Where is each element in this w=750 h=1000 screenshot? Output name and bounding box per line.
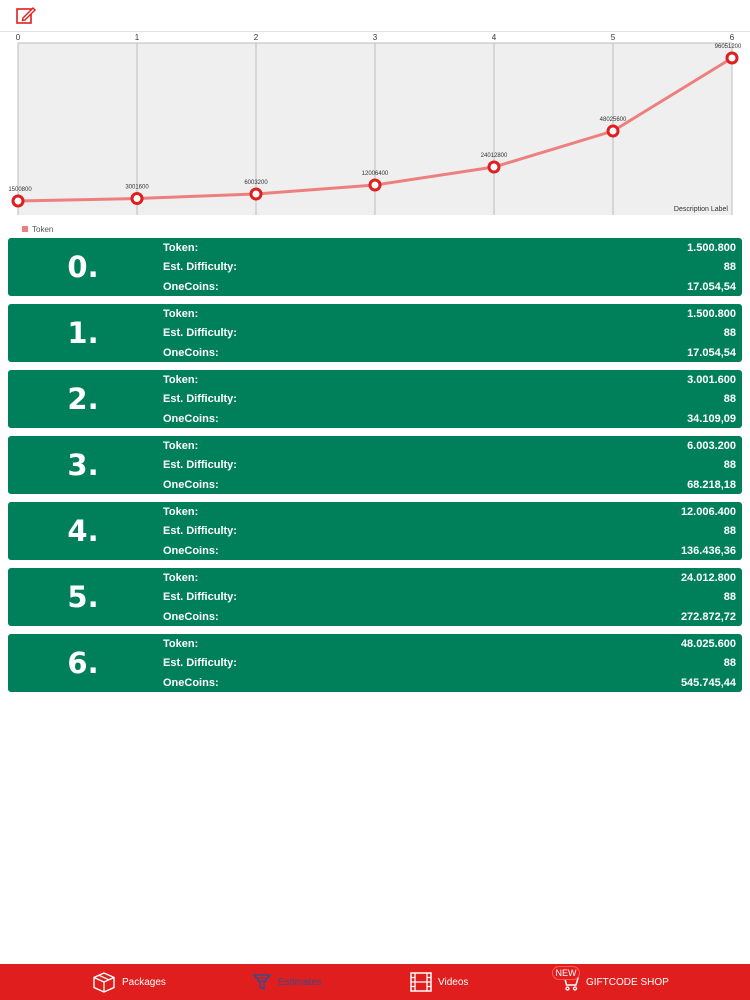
- data-label: 48025600: [599, 117, 627, 123]
- coins-row: [163, 475, 736, 495]
- tab-estimates[interactable]: [252, 964, 322, 1000]
- difficulty-label: Est. Difficulty:: [163, 591, 237, 604]
- estimates-list: [8, 238, 742, 700]
- coins-row: [163, 541, 736, 561]
- difficulty-value: 88: [723, 525, 736, 538]
- x-tick-label: 4: [491, 33, 497, 42]
- token-row: [163, 634, 736, 654]
- token-row: [163, 238, 736, 258]
- estimate-details: [163, 634, 736, 692]
- data-point: [251, 189, 261, 199]
- estimate-index: 3.: [67, 448, 99, 482]
- difficulty-value: 88: [723, 327, 736, 340]
- coins-label: OneCoins:: [163, 676, 219, 689]
- x-tick-label: 1: [134, 33, 140, 42]
- data-label: 96051200: [714, 44, 742, 50]
- estimate-card: [8, 634, 742, 692]
- coins-label: OneCoins:: [163, 610, 219, 623]
- tab-estimates-label: Estimates: [278, 976, 322, 988]
- data-point: [370, 180, 380, 190]
- estimate-details: [163, 436, 736, 494]
- token-label: Token:: [163, 439, 199, 452]
- data-point: [489, 162, 499, 172]
- data-label: 3001600: [125, 184, 149, 191]
- coins-value: 34.109,09: [687, 412, 736, 425]
- difficulty-row: [163, 258, 736, 278]
- coins-value: 68.218,18: [687, 478, 736, 491]
- edit-icon[interactable]: [14, 5, 38, 27]
- package-box-icon: [92, 971, 116, 993]
- estimate-index: 5.: [67, 580, 99, 614]
- data-point: [13, 196, 23, 206]
- bottom-tab-bar: [0, 964, 750, 1000]
- token-value: 12.006.400: [680, 505, 736, 518]
- estimate-index: 0.: [67, 250, 99, 284]
- estimate-index: 6.: [67, 646, 99, 680]
- token-value: 24.012.800: [680, 571, 736, 584]
- tab-packages-label: Packages: [122, 976, 166, 988]
- token-line-chart: [0, 33, 750, 233]
- difficulty-row: [163, 456, 736, 476]
- funnel-icon: [252, 972, 272, 992]
- token-row: [163, 502, 736, 522]
- coins-row: [163, 607, 736, 627]
- estimate-index: 4.: [67, 514, 99, 548]
- coins-label: OneCoins:: [163, 280, 219, 293]
- difficulty-row: [163, 324, 736, 344]
- estimate-details: [163, 370, 736, 428]
- token-value: 48.025.600: [680, 637, 736, 650]
- difficulty-label: Est. Difficulty:: [163, 459, 237, 472]
- token-label: Token:: [163, 307, 199, 320]
- coins-value: 17.054,54: [687, 280, 736, 293]
- data-point: [132, 194, 142, 204]
- token-label: Token:: [163, 571, 199, 584]
- difficulty-value: 88: [723, 393, 736, 406]
- difficulty-row: [163, 588, 736, 608]
- token-row: [163, 370, 736, 390]
- difficulty-row: [163, 522, 736, 542]
- x-tick-label: 2: [253, 33, 259, 42]
- data-label: 24012800: [480, 153, 508, 159]
- token-row: [163, 436, 736, 456]
- difficulty-value: 88: [723, 459, 736, 472]
- token-value: 1.500.800: [687, 307, 736, 320]
- estimate-details: [163, 304, 736, 362]
- token-value: 6.003.200: [687, 439, 736, 452]
- film-icon: [410, 972, 432, 992]
- estimate-card: [8, 370, 742, 428]
- coins-value: 545.745,44: [680, 676, 736, 689]
- new-badge: NEW: [552, 966, 580, 980]
- difficulty-label: Est. Difficulty:: [163, 525, 237, 538]
- estimate-details: [163, 238, 736, 296]
- estimate-card: [8, 238, 742, 296]
- coins-label: OneCoins:: [163, 478, 219, 491]
- token-label: Token:: [163, 637, 199, 650]
- coins-label: OneCoins:: [163, 544, 219, 557]
- coins-value: 272.872,72: [680, 610, 736, 623]
- token-value: 1.500.800: [687, 241, 736, 254]
- difficulty-row: [163, 390, 736, 410]
- coins-row: [163, 343, 736, 363]
- token-label: Token:: [163, 241, 199, 254]
- data-point: [608, 126, 618, 136]
- difficulty-label: Est. Difficulty:: [163, 327, 237, 340]
- coins-row: [163, 673, 736, 693]
- difficulty-label: Est. Difficulty:: [163, 657, 237, 670]
- estimate-details: [163, 568, 736, 626]
- tab-videos-label: Videos: [438, 976, 469, 988]
- x-tick-label: 6: [729, 33, 735, 42]
- description-label: Description Label: [673, 206, 728, 213]
- difficulty-label: Est. Difficulty:: [163, 261, 237, 274]
- difficulty-value: 88: [723, 657, 736, 670]
- coins-value: 136.436,36: [680, 544, 736, 557]
- coins-row: [163, 409, 736, 429]
- estimate-card: [8, 436, 742, 494]
- data-label: 12006400: [361, 171, 389, 177]
- estimate-card: [8, 568, 742, 626]
- estimate-index: 2.: [67, 382, 99, 416]
- chart-legend: [22, 224, 53, 234]
- token-label: Token:: [163, 505, 199, 518]
- tab-packages[interactable]: [92, 964, 166, 1000]
- estimate-index: 1.: [67, 316, 99, 350]
- tab-videos[interactable]: [410, 964, 468, 1000]
- x-tick-label: 0: [15, 33, 21, 42]
- difficulty-value: 88: [723, 261, 736, 274]
- legend-swatch: [22, 226, 28, 232]
- top-bar: [0, 0, 750, 32]
- legend-label: Token: [32, 224, 54, 234]
- coins-label: OneCoins:: [163, 412, 219, 425]
- difficulty-label: Est. Difficulty:: [163, 393, 237, 406]
- token-value: 3.001.600: [687, 373, 736, 386]
- data-label: 6003200: [244, 180, 268, 186]
- token-row: [163, 304, 736, 324]
- difficulty-value: 88: [723, 591, 736, 604]
- coins-label: OneCoins:: [163, 346, 219, 359]
- data-point: [727, 53, 737, 63]
- tab-giftcode-label: GIFTCODE SHOP: [586, 976, 669, 988]
- difficulty-row: [163, 654, 736, 674]
- estimate-card: [8, 304, 742, 362]
- coins-row: [163, 277, 736, 297]
- x-tick-label: 5: [610, 33, 616, 42]
- x-tick-label: 3: [372, 33, 378, 42]
- data-label: 1500800: [8, 187, 32, 193]
- coins-value: 17.054,54: [687, 346, 736, 359]
- estimate-details: [163, 502, 736, 560]
- token-label: Token:: [163, 373, 199, 386]
- token-row: [163, 568, 736, 588]
- chart-svg: [0, 33, 750, 223]
- estimate-card: [8, 502, 742, 560]
